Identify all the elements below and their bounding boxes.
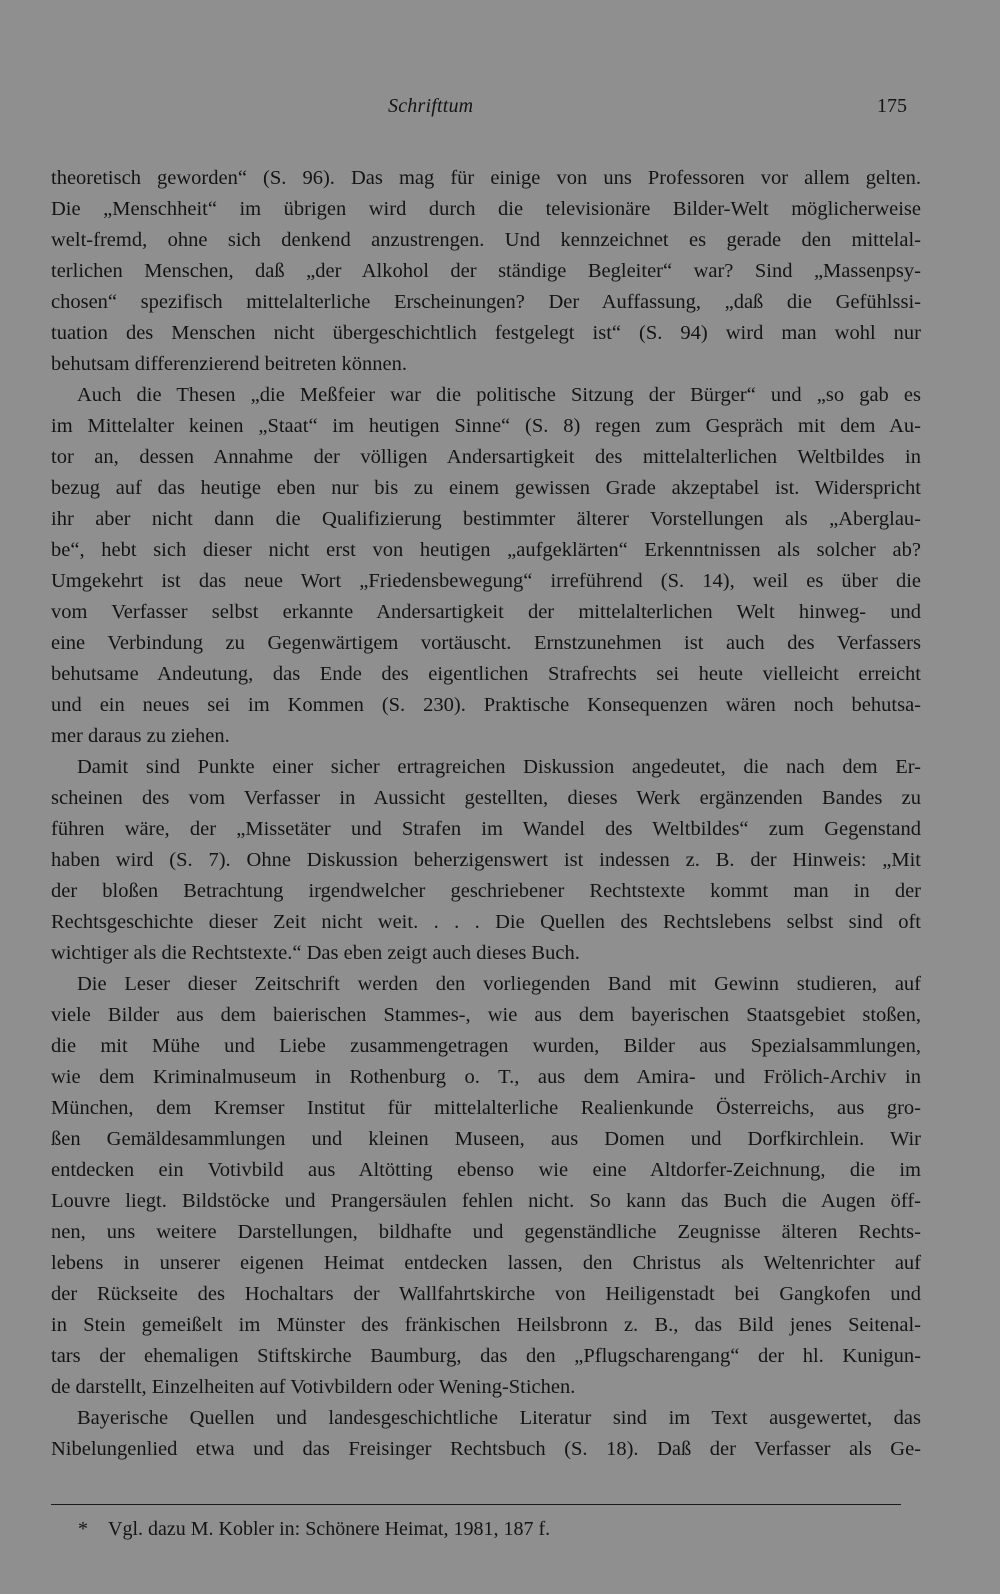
text-line: behutsam differenzierend beitreten können.: [51, 353, 407, 375]
text-line: haben wird (S. 7). Ohne Diskussion beherzigenswert ist indessen z. B. der Hinweis: „Mit: [51, 849, 921, 871]
text-line: viele Bilder aus dem baierischen Stammes-, wie aus dem bayerischen Staatsgebiet stoßen,: [51, 1004, 921, 1026]
text-line: ihr aber nicht dann die Qualifizierung bestimmter älterer Vorstellungen als „Aberglau-: [51, 508, 921, 530]
text-line: tars der ehemaligen Stiftskirche Baumburg, das den „Pflugscharengang“ der hl. Kunigun-: [51, 1345, 921, 1367]
text-line: eine Verbindung zu Gegenwärtigem vortäuscht. Ernstzunehmen ist auch des Verfassers: [51, 632, 921, 654]
text-line: und ein neues sei im Kommen (S. 230). Praktische Konsequenzen wären noch behutsa-: [51, 694, 921, 716]
text-line: scheinen des vom Verfasser in Aussicht gestellten, dieses Werk ergänzenden Bandes zu: [51, 787, 921, 809]
paragraph-1: [51, 163, 921, 380]
text-line: tor an, dessen Annahme der völligen Andersartigkeit des mittelalterlichen Weltbildes in: [51, 446, 921, 468]
footnote-divider: [51, 1504, 901, 1505]
body-text: [51, 163, 921, 1465]
text-line: bezug auf das heutige eben nur bis zu einem gewissen Grade akzeptabel ist. Widerspricht: [51, 477, 921, 499]
text-line: die mit Mühe und Liebe zusammengetragen wurden, Bilder aus Spezialsammlungen,: [51, 1035, 921, 1057]
text-line: der bloßen Betrachtung irgendwelcher geschriebener Rechtstexte kommt man in der: [51, 880, 921, 902]
text-line: Rechtsgeschichte dieser Zeit nicht weit. . . . Die Quellen des Rechtslebens selbst sind oft: [51, 911, 921, 933]
text-line: vom Verfasser selbst erkannte Andersartigkeit der mittelalterlichen Welt hinweg- und: [51, 601, 921, 623]
paragraph-5: [51, 1403, 921, 1465]
text-line: Auch die Thesen „die Meßfeier war die politische Sitzung der Bürger“ und „so gab es: [77, 384, 921, 406]
paragraph-2: [51, 380, 921, 752]
text-line: im Mittelalter keinen „Staat“ im heutigen Sinne“ (S. 8) regen zum Gespräch mit dem Au-: [51, 415, 921, 437]
text-line: de darstellt, Einzelheiten auf Votivbildern oder Wening-Stichen.: [51, 1376, 576, 1398]
text-line: Die Leser dieser Zeitschrift werden den vorliegenden Band mit Gewinn studieren, auf: [77, 973, 921, 995]
text-line: Die „Menschheit“ im übrigen wird durch die televisionäre Bilder-Welt möglicherweise: [51, 198, 921, 220]
running-header-title: Schrifttum: [388, 95, 474, 117]
text-line: lebens in unserer eigenen Heimat entdecken lassen, den Christus als Weltenrichter auf: [51, 1252, 921, 1274]
footnote-text: Vgl. dazu M. Kobler in: Schönere Heimat, 1981, 187 f.: [108, 1518, 551, 1540]
text-line: mer daraus zu ziehen.: [51, 725, 230, 747]
text-line: wie dem Kriminalmuseum in Rothenburg o. T., aus dem Amira- und Frölich-Archiv in: [51, 1066, 921, 1088]
text-line: Umgekehrt ist das neue Wort „Friedensbewegung“ irreführend (S. 14), weil es über die: [51, 570, 921, 592]
paragraph-4: [51, 969, 921, 1403]
text-line: Damit sind Punkte einer sicher ertragreichen Diskussion angedeutet, die nach dem Er-: [77, 756, 921, 778]
footnote: [78, 1518, 550, 1541]
page-number: 175: [877, 95, 907, 117]
text-line: Bayerische Quellen und landesgeschichtliche Literatur sind im Text ausgewertet, das: [77, 1407, 921, 1429]
text-line: chosen“ spezifisch mittelalterliche Erscheinungen? Der Auffassung, „daß die Gefühlssi-: [51, 291, 921, 313]
text-line: der Rückseite des Hochaltars der Wallfahrtskirche von Heiligenstadt bei Gangkofen und: [51, 1283, 921, 1305]
text-line: terlichen Menschen, daß „der Alkohol der ständige Begleiter“ war? Sind „Massenpsy-: [51, 260, 921, 282]
text-line: in Stein gemeißelt im Münster des fränkischen Heilsbronn z. B., das Bild jenes Seitenal-: [51, 1314, 921, 1336]
text-line: München, dem Kremser Institut für mittelalterliche Realienkunde Österreichs, aus gro-: [51, 1097, 921, 1119]
text-line: führen wäre, der „Missetäter und Strafen im Wandel des Weltbildes“ zum Gegenstand: [51, 818, 921, 840]
text-line: behutsame Andeutung, das Ende des eigentlichen Strafrechts sei heute vielleicht erreicht: [51, 663, 921, 685]
text-line: be“, hebt sich dieser nicht erst von heutigen „aufgeklärten“ Erkenntnissen als solcher ab?: [51, 539, 921, 561]
text-line: Nibelungenlied etwa und das Freisinger Rechtsbuch (S. 18). Daß der Verfasser als Ge-: [51, 1438, 921, 1460]
text-line: entdecken ein Votivbild aus Altötting ebenso wie eine Altdorfer-Zeichnung, die im: [51, 1159, 921, 1181]
text-line: Louvre liegt. Bildstöcke und Prangersäulen fehlen nicht. So kann das Buch die Augen öff-: [51, 1190, 921, 1212]
footnote-marker: *: [78, 1518, 88, 1540]
text-line: ßen Gemäldesammlungen und kleinen Museen, aus Domen und Dorfkirchlein. Wir: [51, 1128, 921, 1150]
text-line: tuation des Menschen nicht übergeschichtlich festgelegt ist“ (S. 94) wird man wohl nur: [51, 322, 921, 344]
text-line: theoretisch geworden“ (S. 96). Das mag für einige von uns Professoren vor allem gelten.: [51, 167, 921, 189]
text-line: nen, uns weitere Darstellungen, bildhafte und gegenständliche Zeugnisse älteren Rechts-: [51, 1221, 921, 1243]
paragraph-3: [51, 752, 921, 969]
text-line: wichtiger als die Rechtstexte.“ Das eben zeigt auch dieses Buch.: [51, 942, 580, 964]
text-line: welt-fremd, ohne sich denkend anzustrengen. Und kennzeichnet es gerade den mittelal-: [51, 229, 921, 251]
